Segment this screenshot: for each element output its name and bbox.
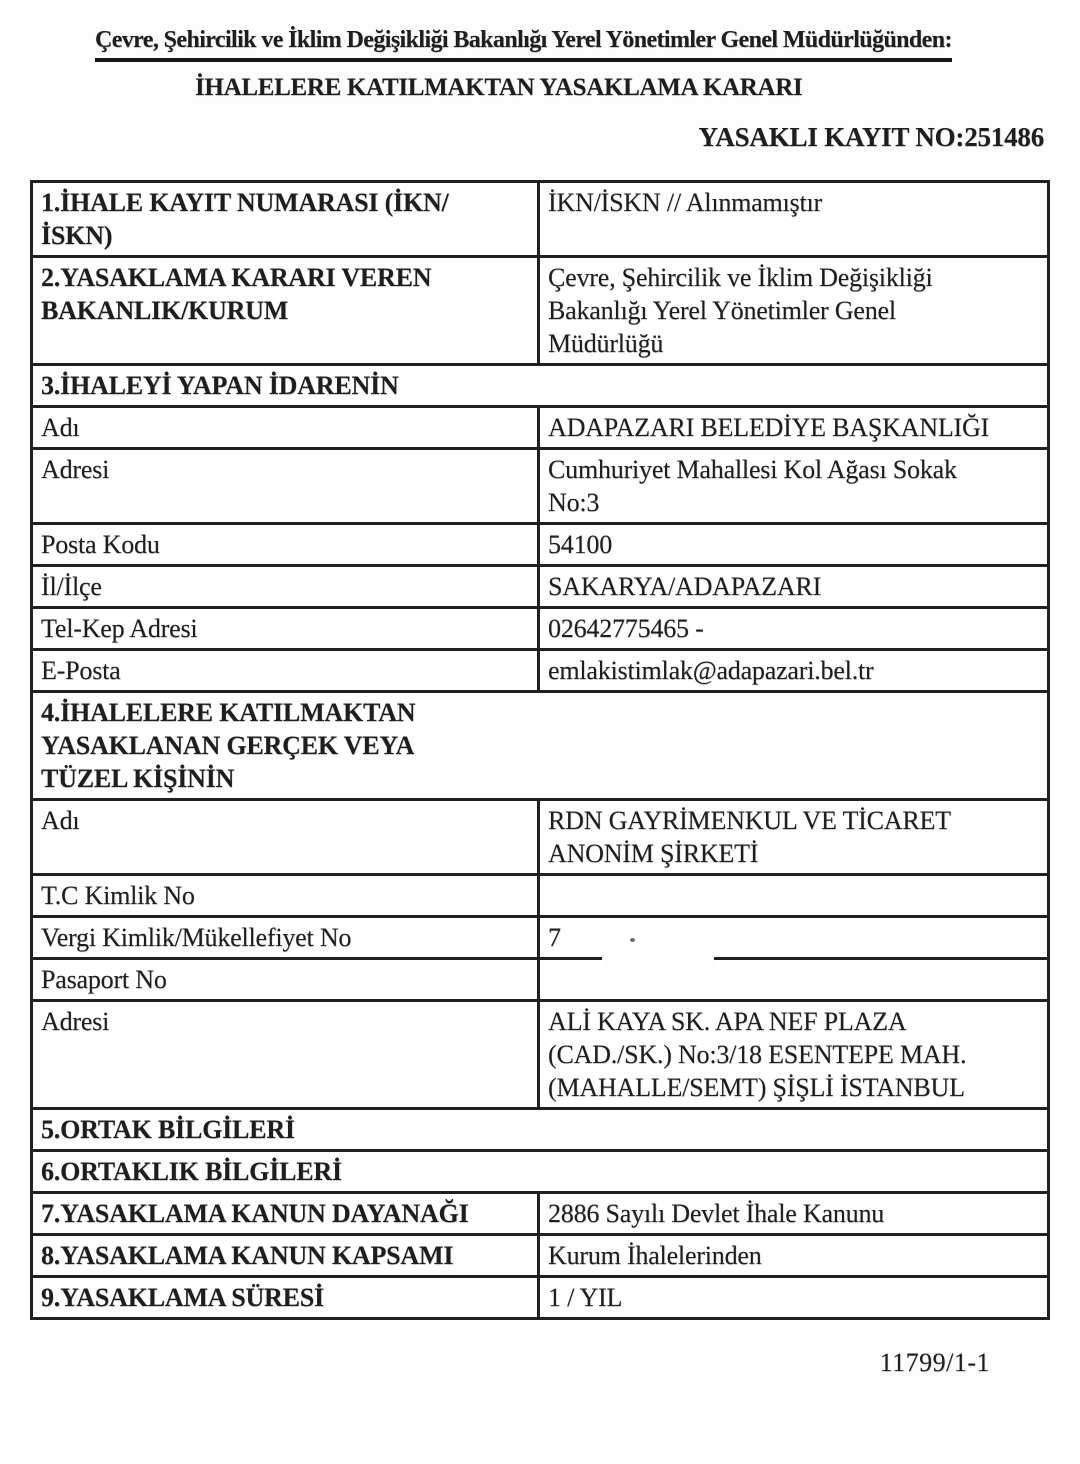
row-label: E-Posta (33, 651, 540, 690)
scanned-document-page (0, 24, 1080, 1464)
row-value: Çevre, Şehircilik ve İklim Değişikliği Bakanlığı Yerel Yönetimler Genel Müdürlüğü (548, 263, 933, 358)
row-yasaklama-suresi (33, 1275, 1047, 1317)
row-e-posta (33, 648, 1047, 690)
issuing-authority-heading (95, 24, 1070, 62)
issuing-authority-text: Çevre, Şehircilik ve İklim Değişikliği Bakanlığı Yerel Yönetimler Genel Müdürlüğünden: (95, 24, 952, 62)
row-label: Adı (33, 408, 540, 447)
row-value (540, 876, 1047, 915)
row-ihale-kayit-numarasi (33, 183, 1047, 255)
vergi-kimlik-value: 7 (548, 923, 561, 952)
row-value: 2886 Sayılı Devlet İhale Kanunu (548, 1199, 885, 1228)
row-label: 7.YASAKLAMA KANUN DAYANAĞI (33, 1194, 540, 1233)
row-label: İl/İlçe (33, 567, 540, 606)
row-label: 2.YASAKLAMA KARARI VEREN BAKANLIK/KURUM (33, 258, 540, 363)
row-label: Posta Kodu (33, 525, 540, 564)
row-posta-kodu (33, 522, 1047, 564)
row-il-ilce (33, 564, 1047, 606)
gazette-reference: 11799/1-1 (879, 1348, 990, 1377)
section-ortaklik-bilgileri (33, 1149, 1047, 1191)
row-yasakli-adi (33, 798, 1047, 873)
row-label: 9.YASAKLAMA SÜRESİ (33, 1278, 540, 1317)
row-yasaklama-karari-veren (33, 255, 1047, 363)
ban-record-number: YASAKLI KAYIT NO:251486 (698, 122, 1044, 152)
row-idare-adi (33, 405, 1047, 447)
row-value: 54100 (548, 530, 613, 559)
row-kanun-kapsami (33, 1233, 1047, 1275)
section-label: 4.İHALELERE KATILMAKTAN YASAKLANAN GERÇEK VEYA TÜZEL KİŞİNİN (41, 698, 416, 793)
row-label: Vergi Kimlik/Mükellefiyet No (33, 918, 540, 957)
section-ortak-bilgileri (33, 1107, 1047, 1149)
row-value: SAKARYA/ADAPAZARI (548, 572, 822, 601)
row-tc-kimlik-no (33, 873, 1047, 915)
row-value: 02642775465 - (548, 614, 704, 643)
document-title: İHALELERE KATILMAKTAN YASAKLAMA KARARI (195, 74, 803, 101)
row-pasaport-no (33, 957, 1047, 999)
row-label: Tel-Kep Adresi (33, 609, 540, 648)
row-value (540, 918, 1047, 957)
section-label: 5.ORTAK BİLGİLERİ (41, 1115, 295, 1144)
row-label: 1.İHALE KAYIT NUMARASI (İKN/ İSKN) (33, 183, 540, 255)
row-value: İKN/İSKN // Alınmamıştır (548, 188, 822, 217)
row-value: RDN GAYRİMENKUL VE TİCARET ANONİM ŞİRKETİ (548, 806, 951, 868)
row-value: Cumhuriyet Mahallesi Kol Ağası Sokak No:3 (548, 455, 957, 517)
row-label: Adresi (33, 1002, 540, 1107)
row-value: Kurum İhalelerinden (548, 1241, 762, 1270)
row-value: ALİ KAYA SK. APA NEF PLAZA (CAD./SK.) No:3/18 ESENTEPE MAH. (MAHALLE/SEMT) ŞİŞLİ İSTANBUL (548, 1007, 967, 1102)
ban-decision-table (30, 180, 1050, 1320)
row-value: ADAPAZARI BELEDİYE BAŞKANLIĞI (548, 413, 989, 442)
row-kanun-dayanagi (33, 1191, 1047, 1233)
row-label: Pasaport No (33, 960, 540, 999)
row-label: Adresi (33, 450, 540, 522)
row-value: emlakistimlak@adapazari.bel.tr (548, 656, 874, 685)
section-label: 6.ORTAKLIK BİLGİLERİ (41, 1157, 342, 1186)
row-value: 1 / YIL (548, 1283, 623, 1312)
row-label: 8.YASAKLAMA KANUN KAPSAMI (33, 1236, 540, 1275)
section-yasaklanan-kisi (33, 690, 1047, 798)
row-label: Adı (33, 801, 540, 873)
section-label: 3.İHALEYİ YAPAN İDARENİN (41, 371, 399, 400)
section-ihaleyi-yapan-idarenin (33, 363, 1047, 405)
row-vergi-kimlik-no (33, 915, 1047, 957)
row-tel-kep-adresi (33, 606, 1047, 648)
row-idare-adresi (33, 447, 1047, 522)
row-yasakli-adresi (33, 999, 1047, 1107)
redaction-patch (602, 950, 714, 968)
redaction-dot (630, 938, 635, 942)
row-label: T.C Kimlik No (33, 876, 540, 915)
